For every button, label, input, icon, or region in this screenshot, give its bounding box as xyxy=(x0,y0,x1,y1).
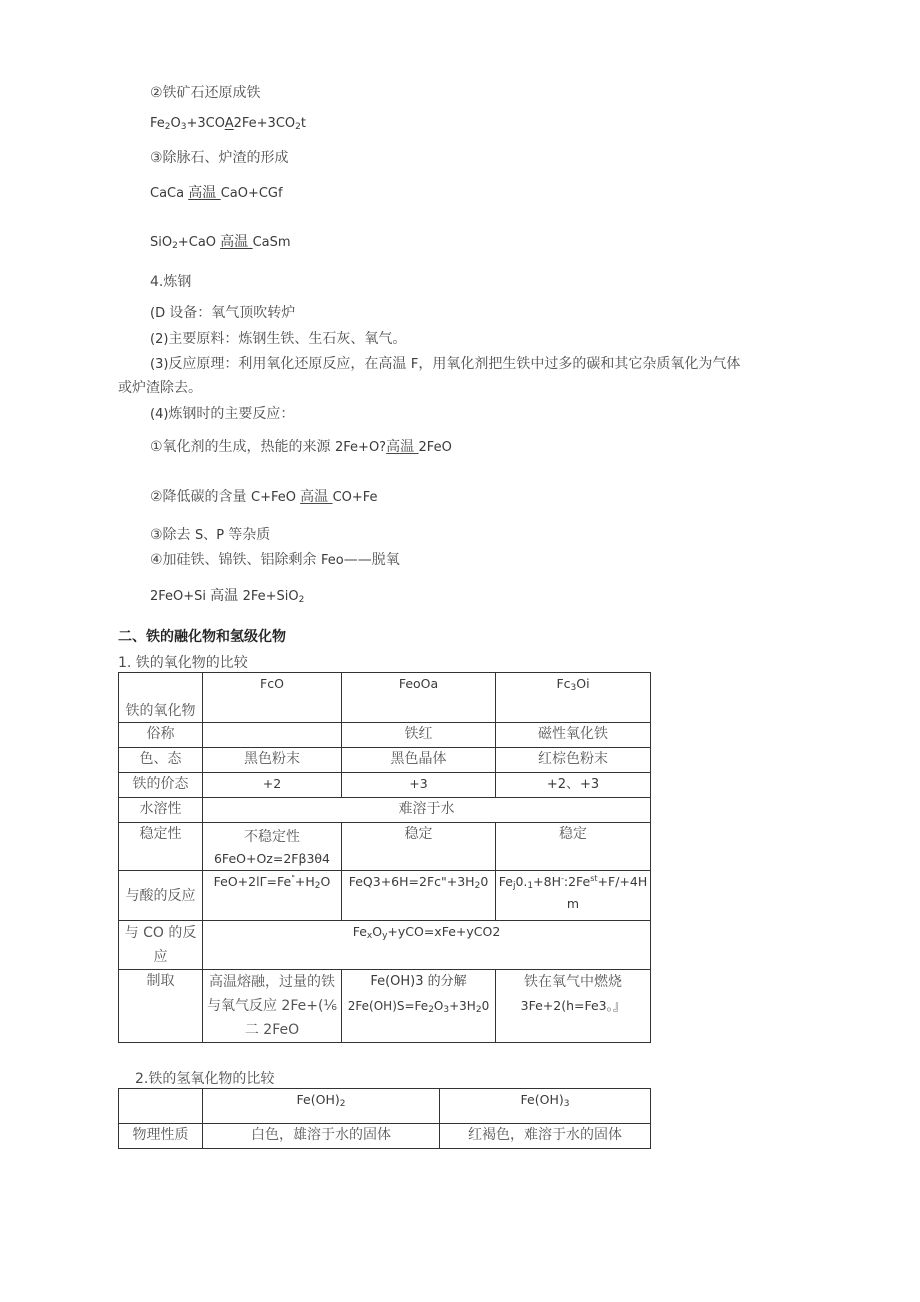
para-text: ①氧化剂的生成，热能的来源 xyxy=(150,439,336,455)
cell-part: Fe xyxy=(352,924,367,939)
table-cell: 黑色晶体 xyxy=(342,748,496,773)
table-cell: 白色，雄溶于水的固体 xyxy=(203,1124,440,1149)
iron-hydroxides-table xyxy=(118,1088,651,1149)
cell-part: 0. xyxy=(515,874,528,889)
eq-part: O xyxy=(170,116,181,131)
table-cell xyxy=(496,773,651,798)
table-corner-cell: 铁的氧化物 xyxy=(119,673,203,723)
cell-part: m xyxy=(566,896,580,911)
eq-condition: 高温 xyxy=(386,439,419,455)
cell-part: +H xyxy=(294,874,315,889)
cell-part: Fc xyxy=(556,676,571,691)
cell-sub: 2 xyxy=(474,881,481,891)
para-equipment xyxy=(150,303,295,324)
eq-condition: 高温 xyxy=(300,489,333,505)
para-num: (4) xyxy=(150,407,169,422)
eq-part: SiO xyxy=(150,235,173,250)
cell-sub: 2 xyxy=(428,1005,434,1015)
step3-title: ③除脉石、炉渣的形成 xyxy=(150,150,289,166)
para-text: S、P xyxy=(195,528,229,543)
reaction-impurities xyxy=(150,525,270,546)
para-text: 等杂质 xyxy=(228,527,271,543)
column-header-feoh2 xyxy=(203,1089,440,1124)
cell-part: Fe xyxy=(498,874,513,889)
cell-part: +2 xyxy=(546,777,566,792)
para-text: ，用氧化剂把生铁中过多的碳和其它杂质氧化为气体 xyxy=(418,356,741,372)
eq-sub: 2 xyxy=(298,595,305,605)
table1-caption: 1. 铁的氧化物的比较 xyxy=(118,655,248,671)
table-cell xyxy=(203,871,342,921)
equation-cao xyxy=(150,183,283,204)
eq-sub: 2 xyxy=(164,122,171,132)
section-heading-2: 二、铁的融化物和氢级化物 xyxy=(118,629,286,645)
row-label: 制取 xyxy=(119,970,203,1043)
row-label: 色、态 xyxy=(119,748,203,773)
cell-part: +3 xyxy=(580,777,600,792)
cell-part: Fe(OH) xyxy=(296,1092,340,1107)
cell-sub: 3 xyxy=(563,1099,570,1109)
row-label: 俗称 xyxy=(119,723,203,748)
reaction-oxidant xyxy=(150,437,452,458)
para-text: 主要原料：炼钢生铁、生石灰、氧气。 xyxy=(168,331,407,347)
cell-part: 高温熔融，过量的铁 xyxy=(209,974,335,990)
eq-part: CaO+CGf xyxy=(220,186,283,201)
para-text: ④加硅铁、锦铁、铝除剩余 xyxy=(150,552,322,568)
eq-part: Fe xyxy=(150,116,165,131)
para-main-reactions xyxy=(150,404,294,425)
eq-part: 2FeO+Si xyxy=(150,589,211,604)
table-row xyxy=(119,798,651,823)
table-cell: 稳定 xyxy=(496,823,651,871)
cell-sub: 2 xyxy=(475,1005,482,1015)
cell-part: :2Fe xyxy=(563,874,591,889)
table-cell: 稳定 xyxy=(342,823,496,871)
eq-part: CaSm xyxy=(252,235,291,250)
table-row xyxy=(119,823,651,871)
column-header-feoh3 xyxy=(440,1089,651,1124)
para-principle-cont: 或炉渣除去。 xyxy=(118,380,202,396)
eq-part: C+FeO xyxy=(251,490,301,505)
eq-part: 2Fe+SiO xyxy=(242,589,299,604)
equation-sio2 xyxy=(150,232,291,253)
cell-part: +yCO=xFe+yCO2 xyxy=(387,924,501,939)
table-row xyxy=(119,723,651,748)
para-num: (D xyxy=(150,306,170,321)
cell-part: O xyxy=(433,999,444,1013)
para-principle xyxy=(150,354,740,375)
table-cell: +3 xyxy=(342,773,496,798)
cell-part: 6FeO+Oz=2Fβ3θ4 xyxy=(213,851,330,866)
table-row xyxy=(119,921,651,970)
table-cell xyxy=(342,970,496,1043)
cell-sub: j xyxy=(512,881,516,891)
cell-part: 3Fe+2(h=Fe3。』 xyxy=(520,998,626,1013)
cell-part: Fe(OH) xyxy=(520,1092,564,1107)
equation-si xyxy=(150,586,304,607)
cell-part: O xyxy=(372,924,383,939)
eq-sub: 2 xyxy=(172,241,178,251)
eq-part: 2FeO xyxy=(418,440,452,455)
para-num: (2) xyxy=(150,332,169,347)
eq-part: +3CO xyxy=(186,116,225,131)
table-row xyxy=(119,1124,651,1149)
cell-part: 0 xyxy=(480,874,489,889)
cell-part: +F/+4H xyxy=(597,874,648,889)
eq-part: CaCa xyxy=(150,186,189,201)
table-cell xyxy=(496,970,651,1043)
table-row xyxy=(119,773,651,798)
para-text: 反应原理：利用氧化还原反应，在高温 xyxy=(168,356,411,372)
cell-part: 0 xyxy=(481,999,490,1013)
eq-sub: 2 xyxy=(295,122,301,132)
row-label: 稳定性 xyxy=(119,823,203,871)
section-4-title: 4.炼钢 xyxy=(150,274,192,290)
cell-part: 不稳定性 xyxy=(244,829,300,845)
para-num: (3) xyxy=(150,357,169,372)
row-label: 水溶性 xyxy=(119,798,203,823)
eq-condition: A xyxy=(224,116,234,131)
cell-part: FeQ3+6H=2Fc"+3H xyxy=(348,874,475,889)
table-corner-cell xyxy=(119,1089,203,1124)
eq-condition: 高温 xyxy=(188,185,221,201)
column-header-feo: FcO xyxy=(203,673,342,723)
cell-sup: - xyxy=(560,873,564,883)
equation-iron-reduction xyxy=(150,114,306,134)
cell-part: 2Fe(OH)S=Fe xyxy=(347,999,429,1013)
table-cell: 黑色粉末 xyxy=(203,748,342,773)
column-header-fe2o3: FeoOa xyxy=(342,673,496,723)
cell-part: +3H xyxy=(449,999,476,1013)
para-text: ②降低碳的含量 xyxy=(150,489,252,505)
para-text: F xyxy=(410,357,419,372)
eq-part: +CaO xyxy=(177,235,221,250)
row-label: 铁的价态 xyxy=(119,773,203,798)
cell-part: 铁在氧气中燃烧 xyxy=(524,974,622,990)
table-cell: 红褐色，难溶于水的固体 xyxy=(440,1124,651,1149)
cell-sub: 3 xyxy=(443,1005,450,1015)
cell-sub: 1 xyxy=(527,881,534,891)
table-cell xyxy=(496,871,651,921)
reaction-deoxidation xyxy=(150,550,400,571)
table-cell: 磁性氧化铁 xyxy=(496,723,651,748)
eq-part: t xyxy=(300,116,306,131)
table-row xyxy=(119,673,651,723)
table-row xyxy=(119,1089,651,1124)
cell-part: 与氧气反应 2Fe+(⅙ xyxy=(206,998,338,1014)
para-text: ——脱氧 xyxy=(343,552,400,568)
para-text: ③除去 xyxy=(150,527,196,543)
reaction-carbon xyxy=(150,487,378,508)
column-header-fe3o4 xyxy=(496,673,651,723)
table-cell: 难溶于水 xyxy=(203,798,651,823)
table-row xyxy=(119,871,651,921)
cell-part: 、 xyxy=(566,776,580,792)
table-cell xyxy=(203,921,651,970)
para-materials xyxy=(150,329,406,350)
cell-part: Oi xyxy=(576,676,590,691)
table-cell xyxy=(342,871,496,921)
eq-sub: 3 xyxy=(180,122,187,132)
cell-part: 二 2FeO xyxy=(244,1022,300,1038)
cell-part: FeO+2lΓ=Fe xyxy=(213,874,292,889)
eq-part: CO+Fe xyxy=(332,490,378,505)
table-row xyxy=(119,748,651,773)
table-cell xyxy=(203,970,342,1043)
cell-sub: 2 xyxy=(314,881,321,891)
cell-part xyxy=(344,994,493,1018)
table-cell: 红棕色粉末 xyxy=(496,748,651,773)
cell-sub: 2 xyxy=(339,1099,346,1109)
cell-sub: x xyxy=(366,931,373,941)
table-cell: 铁红 xyxy=(342,723,496,748)
table-cell xyxy=(203,723,342,748)
table-cell xyxy=(203,823,342,871)
cell-sub: y xyxy=(382,931,388,941)
para-text: 设备：氧气顶吹转炉 xyxy=(169,305,296,321)
cell-sup: st xyxy=(590,873,598,883)
cell-sub: 3 xyxy=(570,683,577,693)
row-label: 与酸的反应 xyxy=(119,871,203,921)
cell-part: O xyxy=(320,874,331,889)
eq-condition: 高温 xyxy=(210,588,243,604)
cell-sup: " xyxy=(291,873,295,883)
table-cell: +2 xyxy=(203,773,342,798)
table-row xyxy=(119,970,651,1043)
para-text: Feo xyxy=(321,553,344,568)
iron-oxides-table xyxy=(118,672,651,1043)
eq-condition: 高温 xyxy=(220,234,253,250)
step2-title: ②铁矿石还原成铁 xyxy=(150,85,261,101)
eq-part: 2Fe+3CO xyxy=(233,116,296,131)
row-label: 物理性质 xyxy=(119,1124,203,1149)
para-text: 炼钢时的主要反应： xyxy=(168,406,295,422)
eq-part: 2Fe+O? xyxy=(335,440,387,455)
row-label: 与 CO 的反应 xyxy=(119,921,203,970)
cell-part: +8H xyxy=(533,874,561,889)
cell-part: Fe(OH)3 的分解 xyxy=(370,974,467,989)
table2-caption: 2.铁的氢氧化物的比较 xyxy=(135,1071,275,1087)
